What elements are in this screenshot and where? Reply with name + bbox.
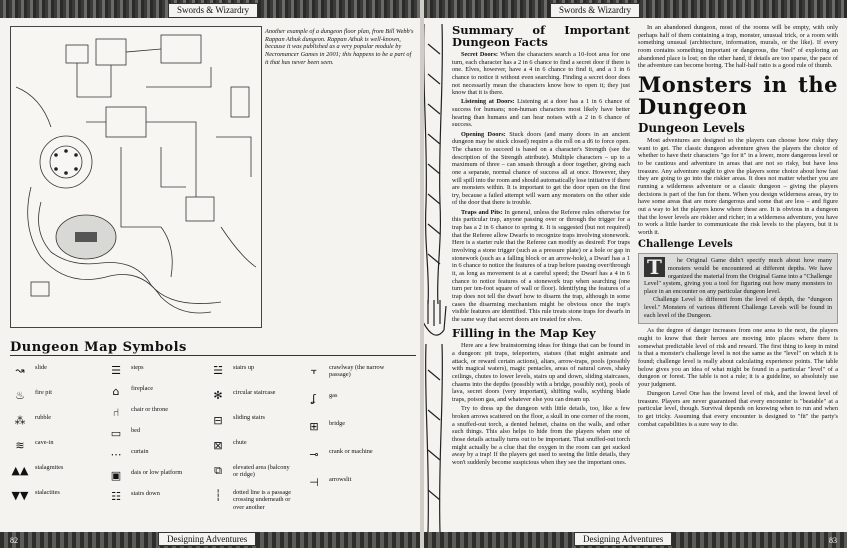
symbol-entry: [106, 448, 191, 462]
symbol-label: steps: [131, 364, 144, 371]
dungeon-map-drawing: [11, 27, 261, 327]
symbol-label: crawlway (the narrow passage): [329, 364, 385, 379]
cave-in-icon: ≋: [15, 439, 25, 453]
sidebar-para-2: Challenge Level is different from the level of depth, the "dungeon level." Monsters of various different Challenge Levels will be found in each level of the Dungeon.: [644, 296, 832, 319]
monsters-column: [638, 24, 838, 430]
symbol-label: curtain: [131, 448, 149, 455]
symbol-label: chair or throne: [131, 406, 169, 413]
symbol-label: gas: [329, 392, 338, 399]
skeletal-hand-illustration: [424, 300, 450, 532]
symbol-entry: [10, 439, 95, 453]
summary-lead: Secret Doors:: [461, 51, 499, 58]
challenge-paragraphs: [638, 327, 838, 428]
symbol-label: dais or low platform: [131, 469, 183, 476]
summary-paragraphs: [452, 51, 630, 323]
rubble-icon: ⁂: [14, 414, 26, 428]
summary-text: When the characters search a 10-foot area for one turn, each character has a 2 in 6 chance to find a secret door if there is one. Elves, however, have a 4 in 6 chance to find it, and a 1 in 6 chance to notice it without even searching. Finding a secret door does not necessarily mean the characters know how to open it; they just know that it is there.: [452, 51, 630, 97]
symbol-entry: [208, 464, 293, 479]
symbol-label: stairs up: [233, 364, 255, 371]
sliding-stairs-icon: ⊟: [213, 414, 223, 428]
symbol-entry: [106, 364, 191, 378]
curtain-icon: ⋯: [110, 448, 122, 462]
summary-text: In general, unless the Referee rules otherwise for this particular trap, anyone passing over or through the trigger for a trap has a 2 in 6 chance to spring it. It is suggested (but not required) that the Referee allow Dwarfs to recognize traps involving stonework. Here is a starter rule that the Referee can modify as desired: For traps involving a stone trigger (such as a pressure plate) or a hole or gap in stonework (such as a falling block or an arrow-hole), a Dwarf has a 1 in 6 chance to notice the features of a trap before passing over/through it, as long as movement is at a careful speed; the Dwarf has a 4 in 6 chance to notice features of a stonework trap when searching (one turn per ten-foot square of wall or floor). Identifying the features of a trap does not tell the dwarf how to disarm the trap, although in some cases the disarming mechanism might be obvious once the trap's visible features are identified. This rule treats stone traps for dwarfs in the same way that secret doors are treated for elves.: [452, 208, 630, 323]
summary-paragraph: [452, 131, 630, 208]
symbol-label: fire pit: [35, 389, 52, 396]
symbol-entry: [208, 364, 293, 378]
chair-icon: ⑁: [112, 406, 120, 420]
summary-paragraph: [452, 209, 630, 324]
bed-icon: ▭: [110, 427, 122, 441]
symbols-heading: Dungeon Map Symbols: [10, 340, 187, 355]
dungeon-map: [10, 26, 262, 328]
symbol-entry: [106, 469, 191, 483]
summary-column: [452, 24, 630, 468]
summary-lead: Opening Doors:: [461, 130, 506, 138]
symbol-label: circular staircase: [233, 389, 276, 396]
symbol-label: cave-in: [35, 439, 54, 446]
symbol-entry: [10, 414, 95, 428]
steps-icon: ☰: [111, 364, 121, 378]
stairs-down-icon: ☷: [111, 490, 121, 504]
mapkey-heading: Filling in the Map Key: [452, 326, 596, 341]
crawlway-icon: ⫟: [310, 364, 318, 378]
skeletal-arm-illustration: [424, 24, 450, 304]
dais-icon: ▣: [110, 469, 122, 483]
symbol-entry: [304, 392, 389, 406]
left-footer-title: Designing Adventures: [158, 532, 256, 546]
challenge-paragraph: As the degree of danger increases from one area to the next, the players ought to know that their heroes are moving into places where there is somewhat predictable level of risk and reward. The first thing to keep in mind is that a monster's challenge level is not the same as the "level" on which it is found; challenge level is really about calculating experience points. The table below gives you an idea of what might be found in a particular "level" of a dungeon or forest. The table is not a rule; it is a guideline, so absolutely use your judgment.: [638, 327, 838, 388]
fire-pit-icon: ♨: [15, 389, 25, 403]
symbol-entry: [304, 364, 389, 379]
mapkey-paragraph: Here are a few brainstorming ideas for things that can be found in a dungeon: pit traps, teleporters, statues (that might animate and attack, or reward certain actions), altars, arrow-traps, pools (possibly with magical waters), magic pentacles, areas of natural caves, shaky ceilings, chutes to lower levels, stairs up and down, sliding staircases, chasms into the depths (possibly with a bridge, possibly not), pools of lava, secret doors (very important), shifting walls, scything blade traps, poison gas, and whatever else you can dream up.: [452, 342, 630, 404]
symbol-label: slide: [35, 364, 47, 371]
symbol-entry: [10, 364, 95, 378]
chute-icon: ⊠: [213, 439, 223, 453]
symbols-divider: [10, 355, 416, 356]
crank-icon: ⊸: [309, 448, 319, 462]
left-header-title: Swords & Wizardry: [168, 3, 258, 18]
gas-icon: ʆ: [312, 392, 316, 406]
dotted-line-icon: ┆: [214, 489, 222, 503]
slide-icon: ↝: [15, 364, 25, 378]
symbol-entry: [304, 448, 389, 462]
challenge-sidebar: [638, 253, 838, 324]
sidebar-para-1: he Original Game didn't specify much about how many monsters would be encountered at different depths. We have organized the material from the Original Game into a "Challenge Level" system, giving you a tool for figuring out how many monsters to place in an encounter on any particular dungeon level.: [644, 257, 832, 295]
symbol-entry: [106, 385, 191, 399]
map-caption: [265, 28, 415, 67]
symbol-entry: [208, 489, 293, 511]
symbol-entry: [10, 464, 95, 478]
levels-text: Most adventures are designed so the players can choose how risky they want to get. The classic dungeon adventure gives the players the choice of whether to have their characters "go for it" in a lower, more dangerous level or to be cautious and adventure in areas that are not so risky, but have less treasure. Any adventure ought to give the players some choice about how fast they are going to go into the riskier areas. It does not matter whether you are running a wilderness adventure or a classic dungeon – giving the players decisions is part of the fun for them. When you design wilderness areas, try to have some areas that are more dangerous and some that are less – and figure out a way to let the players know where these are. It is obvious in a dungeon that the lower levels are riskier and richer; in a wilderness adventure, you have to work a little harder to communicate the risk levels to the players, but it is worth it.: [638, 136, 838, 236]
right-page: [424, 0, 847, 548]
symbol-entry: [208, 389, 293, 403]
symbol-label: chute: [233, 439, 247, 446]
right-footer-title: Designing Adventures: [574, 532, 672, 546]
symbol-label: crank or machine: [329, 448, 373, 455]
symbol-entry: [304, 476, 389, 490]
left-page-number: 82: [10, 536, 18, 545]
symbol-entry: [106, 406, 191, 420]
levels-heading: Dungeon Levels: [638, 120, 745, 135]
right-header-title: Swords & Wizardry: [550, 3, 640, 18]
symbol-label: dotted line is a passage crossing underneath or over another: [233, 489, 292, 511]
sidebar-dropcap: T: [644, 257, 665, 277]
symbol-entry: [106, 490, 191, 504]
fireplace-icon: ⌂: [112, 385, 120, 399]
bridge-icon: ⊞: [309, 420, 319, 434]
symbol-entry: [10, 489, 95, 503]
summary-paragraph: [452, 98, 630, 129]
monsters-heading: Monsters in the Dungeon: [638, 71, 838, 119]
symbol-label: stalactites: [35, 489, 60, 496]
map-caption-text: Another example of a dungeon floor plan, from Bill Webb's Rappan Athuk dungeon. Rappan Athuk is well-known, because it was published as a very popular module by Necromancer Games in 2001; this happens to be a part of it that has never been seen.: [265, 28, 414, 66]
symbol-label: stairs down: [131, 490, 160, 497]
summary-text: Listening at a door has a 1 in 6 chance of success for humans; non-human characters most likely have better hearing than humans and can hear noises with a 2 in 6 chance of success.: [452, 98, 630, 129]
stairs-up-icon: ☱: [213, 364, 223, 378]
symbol-label: stalagmites: [35, 464, 64, 471]
col2-intro: In an abandoned dungeon, most of the rooms will be empty, with only perhaps half of them containing a trap, monster, unusual trick, or a room with something unusual (architecture, information, murals, or the like). If every room contains something important or dangerous, the "feel" of exploring an abandoned place is lost; on the other hand, if details are too sparse, the pace of the adventure can become boring. The half-half ratio is a good rule of thumb.: [638, 24, 838, 70]
symbol-label: bed: [131, 427, 141, 434]
arrowslit-icon: ⊣: [309, 476, 319, 490]
challenge-paragraph: Dungeon Level One has the lowest level of risk, and the lowest level of treasure. Players are never guaranteed that every encounter is "beatable" at a particular level, though. Survival depends on knowing when to run and when to get tricky. Assuming that every encounter is designed to "fit" the party's combat capabilities is a sure way to die.: [638, 389, 838, 428]
elevated-area-icon: ⧉: [214, 464, 222, 478]
challenge-heading: Challenge Levels: [638, 239, 733, 251]
right-page-number: 83: [829, 536, 837, 545]
symbol-entry: [304, 420, 389, 434]
symbol-label: arrowslit: [329, 476, 352, 483]
symbol-label: sliding stairs: [233, 414, 266, 421]
symbol-entry: [208, 439, 293, 453]
summary-text: Stuck doors (and many doors in an ancient dungeon may be stuck closed) require a die roll on a d6 to force open. The chance to succeed is based on a character's Strength (see the description of the Strength attribute). Multiple characters – up to a maximum of three – can smash through a door together, giving each one a separate, normal chance of success all at once. However, they will spill into the room and should automatically lose initiative if there are monsters within. It is important to get the door open on the first try, because a failed attempt will warn any monsters on the other side of the door that there is trouble.: [452, 130, 630, 207]
stalactites-icon: ▼▼: [11, 489, 29, 503]
stalagmites-icon: ▲▲: [11, 464, 29, 478]
summary-paragraph: [452, 51, 630, 97]
mapkey-paragraph: Try to dress up the dungeon with little details, too, like a few broken arrows scattered on the floor, a skull in one corner of the room, a snuffed-out torch, a dented helmet, chains on the walls, and other such things. This also helps to hide from the players when one of those details actually turns out to be important. That snuffed-out torch might actually be a clue that the oxygen in the room can get sucked away by a trap! If the players get used to seeing the little details, they won't suddenly become suspicious when they see the important ones.: [452, 405, 630, 466]
summary-lead: Traps and Pits:: [461, 208, 503, 216]
summary-heading: Summary of Important Dungeon Facts: [452, 23, 630, 49]
left-page: [0, 0, 423, 548]
mapkey-paragraphs: [452, 342, 630, 466]
symbol-label: rubble: [35, 414, 52, 421]
summary-lead: Listening at Doors:: [461, 98, 515, 106]
circular-staircase-icon: ✻: [213, 389, 223, 403]
symbol-label: bridge: [329, 420, 346, 427]
symbol-label: elevated area (balcony or ridge): [233, 464, 290, 479]
symbol-entry: [10, 389, 95, 403]
symbol-entry: [106, 427, 191, 441]
symbol-label: fireplace: [131, 385, 154, 392]
symbol-entry: [208, 414, 293, 428]
